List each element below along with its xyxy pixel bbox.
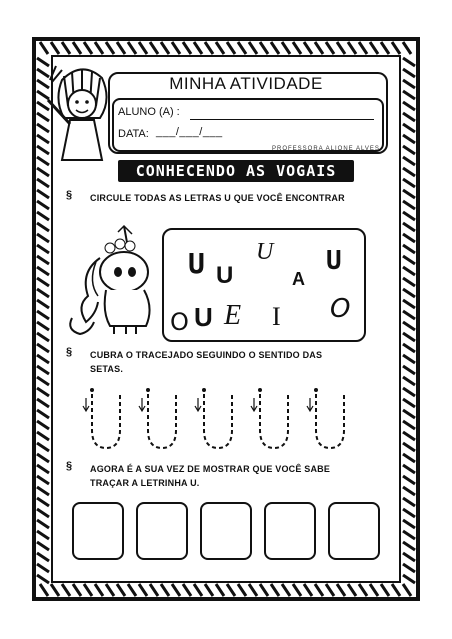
letter-item[interactable]: O [170,308,189,336]
letter-item[interactable]: U [194,302,213,332]
instruction-circle: CIRCULE TODAS AS LETRAS U QUE VOCÊ ENCONTRAR [90,193,345,203]
letter-item[interactable]: U [188,247,205,280]
student-name-label: ALUNO (A) : [118,106,180,118]
start-dot-icon [146,388,150,392]
date-label: DATA: [118,128,149,140]
letter-item[interactable]: O [330,294,351,324]
dotted-u-guide[interactable] [316,394,344,448]
writing-box[interactable] [264,502,316,560]
writing-box[interactable] [136,502,188,560]
bullet-icon: § [66,460,73,472]
dotted-u-guide[interactable] [92,394,120,448]
arrow-down-icon [139,398,145,411]
page-title: MINHA ATIVIDADE [169,74,323,93]
letter-box [162,228,366,342]
letter-item[interactable]: E [224,300,242,331]
letter-item[interactable]: U [216,262,234,289]
start-dot-icon [202,388,206,392]
instruction-trace-line2: SETAS. [90,364,124,374]
instruction-trace-line1: CUBRA O TRACEJADO SEGUINDO O SENTIDO DAS [90,350,323,360]
letter-item[interactable]: U [326,246,342,276]
start-dot-icon [258,388,262,392]
arrow-down-icon [83,398,89,411]
arrow-down-icon [195,398,201,411]
unicorn-illustration-icon [66,222,162,338]
start-dot-icon [90,388,94,392]
start-dot-icon [314,388,318,392]
writing-box[interactable] [200,502,252,560]
dotted-u-guide[interactable] [204,394,232,448]
dotted-u-guide[interactable] [148,394,176,448]
instruction-write-line2: TRAÇAR A LETRINHA U. [90,478,200,488]
letter-item[interactable]: A [292,269,305,289]
dotted-u-guide[interactable] [260,394,288,448]
writing-box[interactable] [328,502,380,560]
student-name-line[interactable] [190,119,374,120]
author-credit: PROFESSORA ALIONE ALVES [272,146,380,152]
instruction-write-line1: AGORA É A SUA VEZ DE MOSTRAR QUE VOCÊ SABE [90,464,331,474]
bullet-icon: § [66,189,73,201]
letter-item[interactable]: U [256,239,274,265]
writing-box[interactable] [72,502,124,560]
date-field[interactable]: ___/___/___ [156,126,223,138]
section-banner: CONHECENDO AS VOGAIS [118,160,354,182]
bullet-icon: § [66,346,73,358]
arrow-down-icon [251,398,257,411]
letter-item[interactable]: I [272,302,281,331]
trace-u-row [70,384,370,460]
arrow-down-icon [307,398,313,411]
